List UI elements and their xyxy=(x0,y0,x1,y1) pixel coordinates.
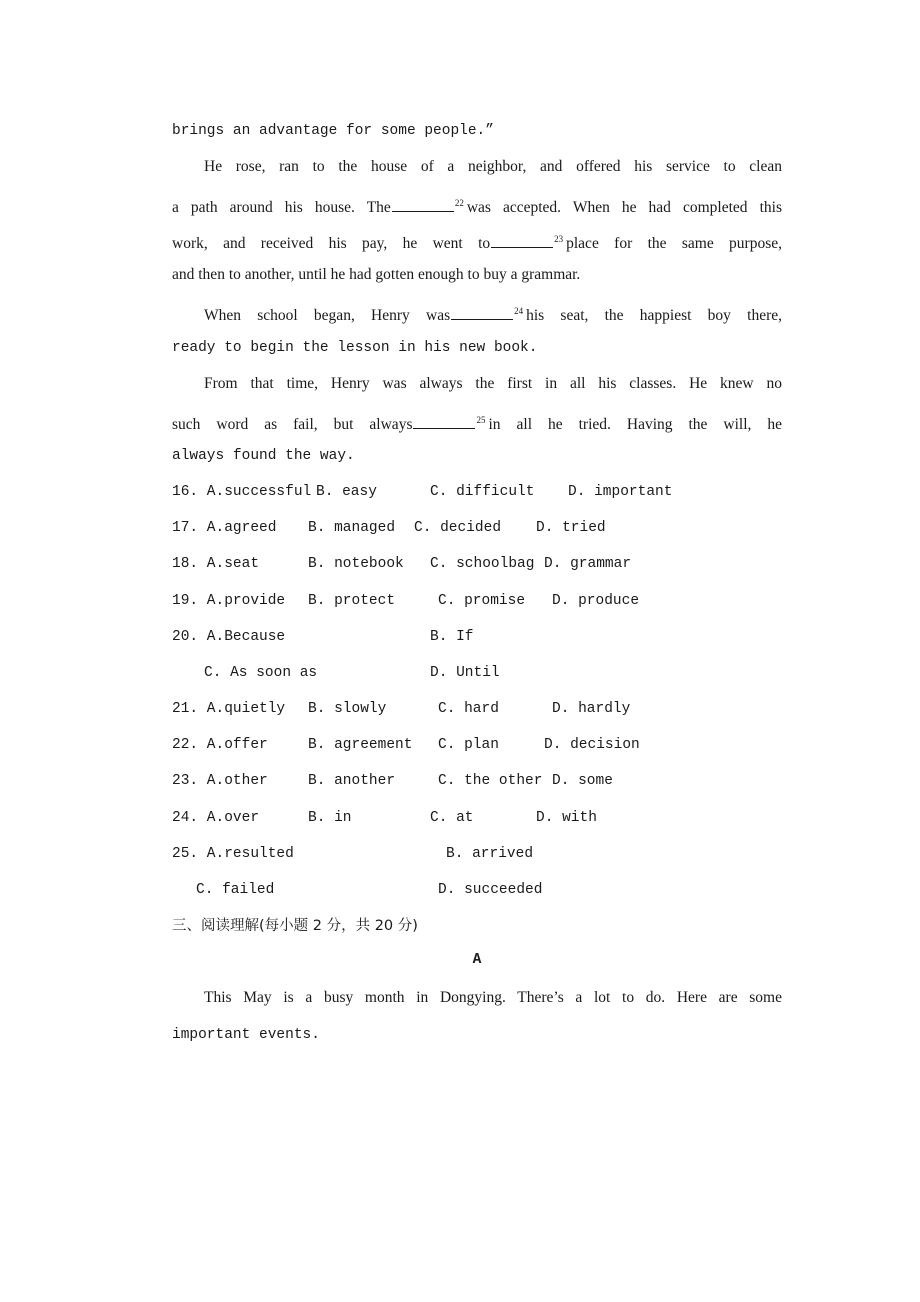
part-label: A xyxy=(472,952,482,968)
option-d: D. with xyxy=(536,810,597,826)
option-a: 21. A.quietly xyxy=(172,701,286,717)
section-heading: 三、阅读理解(每小题 2 分，共 20 分) xyxy=(172,918,418,934)
option-a: 25. A.resulted xyxy=(172,846,294,862)
passage-text: work, and received his pay, he went to xyxy=(172,235,491,252)
option-a: 22. A.offer xyxy=(172,737,268,753)
option-d: D. hardly xyxy=(552,701,631,717)
answer-blank-23 xyxy=(491,233,553,248)
passage-line-with-blank xyxy=(172,410,782,435)
option-b: B. managed xyxy=(308,520,396,536)
option-c: C. decided xyxy=(414,520,502,536)
option-d: D. some xyxy=(552,773,613,789)
option-d: D. succeeded xyxy=(438,882,543,898)
blank-number: 23 xyxy=(554,234,564,244)
option-a: 18. A.seat xyxy=(172,556,260,572)
intro-line: important events. xyxy=(172,1027,320,1043)
option-d: D. decision xyxy=(544,737,640,753)
option-d: D. important xyxy=(568,484,673,500)
passage-text: such word as fail, but always xyxy=(172,416,413,433)
passage-line: From that time, Henry was always the first in all his classes. He knew no xyxy=(204,375,782,392)
passage-text: in all he tried. Having the will, he xyxy=(488,416,783,433)
answer-blank-25 xyxy=(413,414,475,429)
passage-line-with-blank xyxy=(172,193,782,218)
option-b: B. protect xyxy=(308,593,396,609)
option-b: B. another xyxy=(308,773,396,789)
option-c: C. at xyxy=(430,810,474,826)
option-a: 23. A.other xyxy=(172,773,268,789)
option-c: C. promise xyxy=(438,593,526,609)
passage-line-with-blank xyxy=(172,229,782,254)
answer-blank-24 xyxy=(451,305,513,320)
passage-line: and then to another, until he had gotten enough to buy a grammar. xyxy=(172,266,581,283)
passage-text: When school began, Henry was xyxy=(204,307,451,324)
passage-text: was accepted. When he had completed this xyxy=(466,199,782,216)
passage-text: place for the same purpose, xyxy=(566,235,782,252)
option-a: 24. A.over xyxy=(172,810,260,826)
intro-line: This May is a busy month in Dongying. There’s a lot to do. Here are some xyxy=(204,989,782,1006)
option-d: D. grammar xyxy=(544,556,632,572)
passage-line: always found the way. xyxy=(172,448,355,464)
option-a: 19. A.provide xyxy=(172,593,286,609)
passage-line: ready to begin the lesson in his new book. xyxy=(172,340,538,356)
option-b: B. notebook xyxy=(308,556,404,572)
blank-number: 24 xyxy=(514,306,524,316)
answer-blank-22 xyxy=(392,197,454,212)
option-b: B. slowly xyxy=(308,701,387,717)
option-d: D. tried xyxy=(536,520,606,536)
option-a: 20. A.Because xyxy=(172,629,286,645)
option-c: C. As soon as xyxy=(204,665,318,681)
option-c: C. the other xyxy=(438,773,543,789)
blank-number: 25 xyxy=(476,415,486,425)
option-c: C. schoolbag xyxy=(430,556,535,572)
option-b: B. in xyxy=(308,810,352,826)
passage-line: He rose, ran to the house of a neighbor, and offered his service to clean xyxy=(204,158,782,175)
option-b: B. arrived xyxy=(446,846,534,862)
passage-text: a path around his house. The xyxy=(172,199,391,216)
option-d: D. produce xyxy=(552,593,640,609)
option-c: C. difficult xyxy=(430,484,535,500)
passage-line-with-blank xyxy=(204,301,782,326)
blank-number: 22 xyxy=(454,198,464,208)
option-d: D. Until xyxy=(430,665,500,681)
option-b: B. easy xyxy=(316,484,377,500)
passage-text: his seat, the happiest boy there, xyxy=(526,307,782,324)
option-b: B. agreement xyxy=(308,737,413,753)
option-c: C. plan xyxy=(438,737,499,753)
option-a: 16. A.successful xyxy=(172,484,312,500)
option-b: B. If xyxy=(430,629,474,645)
option-c: C. failed xyxy=(196,882,275,898)
option-c: C. hard xyxy=(438,701,499,717)
passage-line: brings an advantage for some people.” xyxy=(172,123,494,139)
option-a: 17. A.agreed xyxy=(172,520,277,536)
